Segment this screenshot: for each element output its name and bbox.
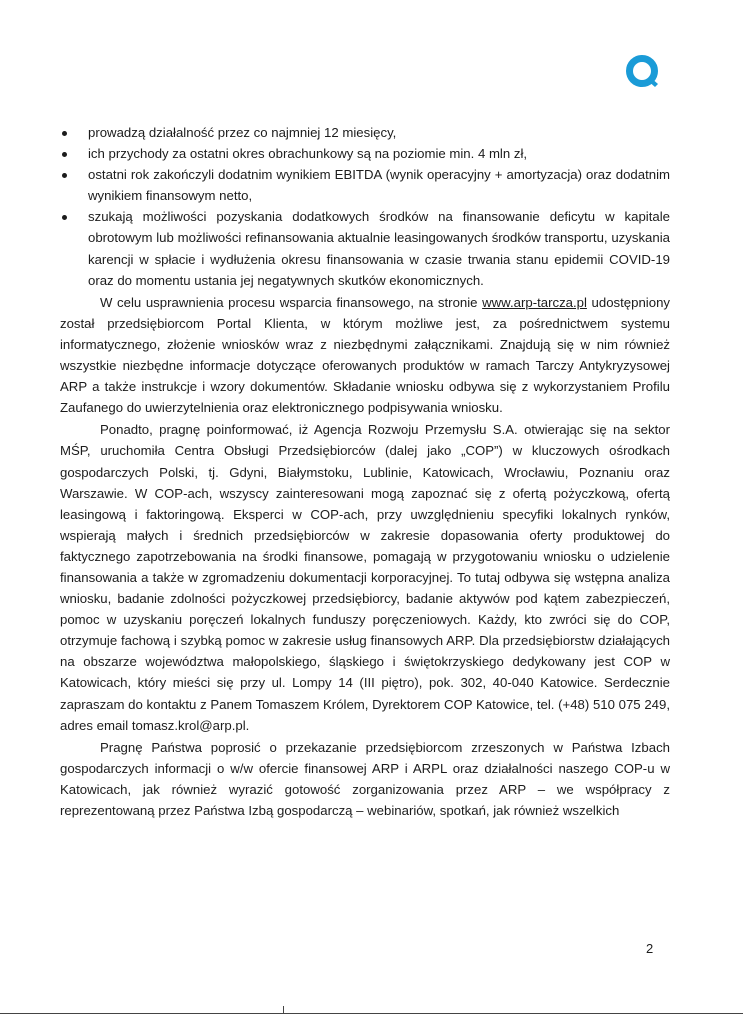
- footer-divider: [0, 1013, 743, 1014]
- paragraph-cop: Ponadto, pragnę poinformować, iż Agencja Rozwoju Przemysłu S.A. otwierając się na sektor MŚP, uruchomiła Centra Obsługi Przedsiębiorców (dalej jako „COP”) w kluczowych ośrodkach gospodarczych Polski, tj. Gdyni, Białymstoku, Lublinie, Katowicach, Wrocławiu, Poznaniu oraz Warszawie. W COP-ach, wszyscy zainteresowani mogą zapoznać się z ofertą pożyczkową, ofertą leasingową i faktoringową. Eksperci w COP-ach, przy uwzględnieniu specyfiki lokalnych rynków, wspierają małych i średnich przedsiębiorców w zakresie dopasowania oferty produktowej do faktycznego zapotrzebowania na środki finansowe, pomagają w przygotowaniu wniosku o udzielenie finansowania a także w zgromadzeniu dokumentacji korporacyjnej. To tutaj odbywa się wstępna analiza wniosku, badanie zdolności pożyczkowej przedsiębiorcy, badanie aktywów pod kątem zabezpieczeń, pomoc w uzyskaniu poręczeń lokalnych funduszy poręczeniowych. Każdy, kto zwróci się do COP, otrzymuje fachową i szybką pomoc w zakresie usług finansowych ARP. Dla przedsiębiorstw działających na obszarze województwa małopolskiego, śląskiego i świętokrzyskiego dedykowany jest COP w Katowicach, który mieści się przy ul. Lompy 14 (III piętro), pok. 302, 40-040 Katowice. Serdecznie zapraszam do kontaktu z Panem Tomaszem Królem, Dyrektorem COP Katowice, tel. (+48) 510 075 249, adres email tomasz.krol@arp.pl.: [60, 422, 670, 733]
- bullet-dot-icon: [62, 152, 67, 157]
- page-number: 2: [646, 941, 654, 956]
- criteria-list: [60, 122, 670, 291]
- list-item-text: prowadzą działalność przez co najmniej 12 miesięcy,: [88, 125, 397, 140]
- list-item-text: szukają możliwości pozyskania dodatkowych środków na finansowanie deficytu w kapitale obrotowym lub możliwości refinansowania aktualnie leasingowanych środków transportu, uzyskania karencji w spłacie i wydłużenia okresu finansowania w czasie trwania stanu epidemii COVID-19 oraz do momentu ustania jej negatywnych skutków ekonomicznych.: [88, 209, 670, 288]
- bullet-dot-icon: [62, 131, 67, 136]
- bullet-dot-icon: [62, 173, 67, 178]
- bullet-dot-icon: [62, 215, 67, 220]
- arp-logo-icon: [625, 54, 659, 88]
- list-item: [60, 143, 670, 164]
- paragraph-text: udostępniony został przedsiębiorcom Portal Klienta, w którym możliwe jest, za pośrednictwem systemu informatycznego, złożenie wniosków wraz z niezbędnymi załącznikami. Znajdują się w nim również wszystkie niezbędne informacje dotyczące oferowanych produktów w ramach Tarczy Antykryzysowej ARP a także instrukcje i wzory dokumentów. Składanie wniosku odbywa się z wykorzystaniem Profilu Zaufanego do uwierzytelnienia oraz elektronicznego podpisywania wniosku.: [60, 294, 670, 416]
- paragraph-text: W celu usprawnienia procesu wsparcia finansowego, na stronie: [100, 294, 483, 310]
- letter-body: [60, 122, 670, 821]
- paragraph-portal: [60, 292, 670, 419]
- list-item: [60, 164, 670, 206]
- arp-tarcza-link[interactable]: www.arp-tarcza.pl: [482, 294, 587, 310]
- list-item-text: ich przychody za ostatni okres obrachunkowy są na poziomie min. 4 mln zł,: [88, 146, 528, 162]
- paragraph-request: Pragnę Państwa poprosić o przekazanie przedsiębiorcom zrzeszonych w Państwa Izbach gospodarczych informacji o w/w ofercie finansowej ARP i ARPL oraz działalności naszego COP-u w Katowicach, jak również wyrazić gotowość zorganizowania przez ARP – we współpracy z reprezentowaną przez Państwa Izbą gospodarczą – webinariów, spotkań, jak również wszelkich: [60, 739, 670, 818]
- list-item-text: ostatni rok zakończyli dodatnim wynikiem EBITDA (wynik operacyjny + amortyzacja) oraz dodatnim wynikiem finansowym netto,: [88, 167, 670, 204]
- list-item: [60, 206, 670, 290]
- list-item: [60, 122, 670, 143]
